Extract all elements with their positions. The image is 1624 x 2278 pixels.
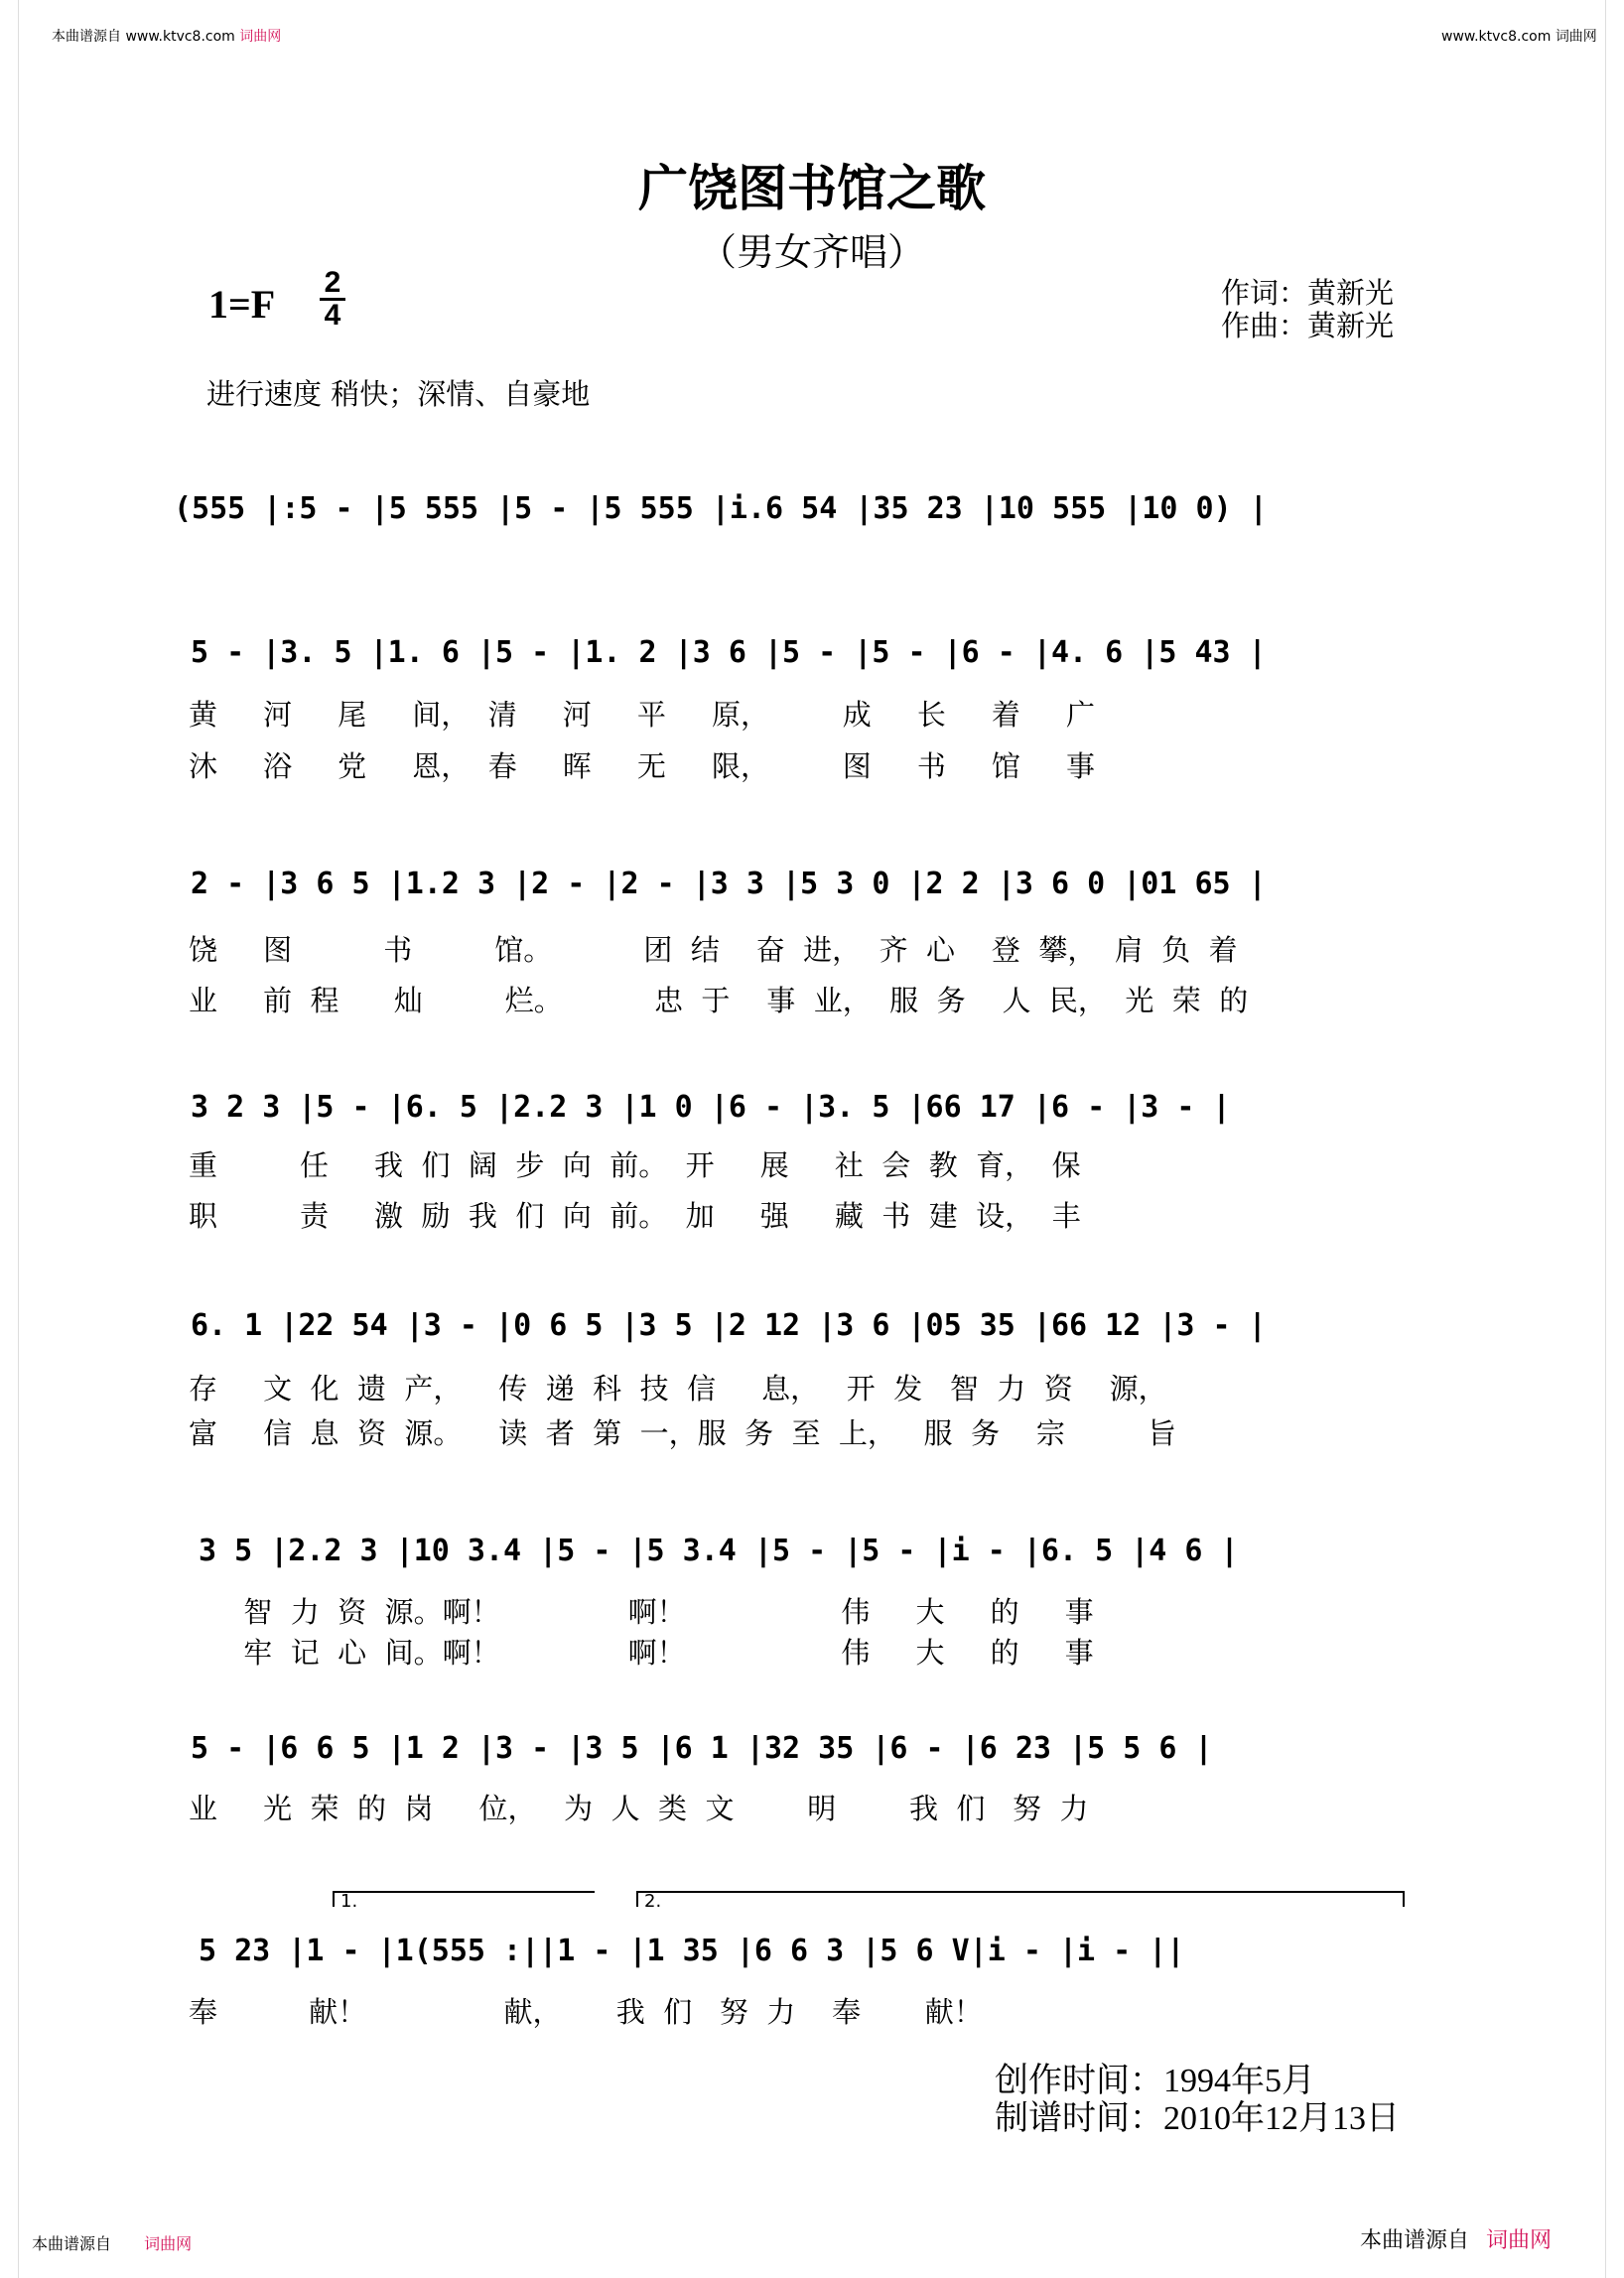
time-signature-bottom: 4 xyxy=(324,299,341,332)
lyric-line-4-verse-2: 职 责 激 励 我 们 向 前。 加 强 藏 书 建 设， 丰 xyxy=(189,1199,1081,1233)
volta-2-bracket xyxy=(636,1891,1405,1912)
score-line-5: 6. 1 |22 54 |3 - |0 6 5 |3 5 |2 12 |3 6 |05 35 |66 12 |3 - | xyxy=(191,1308,1267,1343)
tempo-marking: 进行速度 稍快；深情、自豪地 xyxy=(206,377,591,411)
score-line-3: 2 - |3 6 5 |1.2 3 |2 - |2 - |3 3 |5 3 0 |2 2 |3 6 0 |01 65 | xyxy=(191,867,1267,901)
lyric-line-6-verse-2: 牢 记 心 间。啊！ 啊！ 伟 大 的 事 xyxy=(189,1636,1094,1670)
header-source-left xyxy=(52,26,281,46)
lyric-line-6-verse-1: 智 力 资 源。啊！ 啊！ 伟 大 的 事 xyxy=(189,1595,1094,1629)
composer-credit: 作曲：黄新光 xyxy=(1221,309,1395,342)
creation-date: 创作时间：1994年5月 xyxy=(995,2063,1315,2099)
volta-1-label: 1. xyxy=(340,1891,358,1912)
lyric-line-8-verse-1: 奉 献！ 献， 我 们 努 力 奉 献！ xyxy=(189,1995,983,2029)
footer-source-right xyxy=(1360,2223,1552,2254)
score-line-4: 3 2 3 |5 - |6. 5 |2.2 3 |1 0 |6 - |3. 5 |66 17 |6 - |3 - | xyxy=(191,1090,1231,1125)
header-left-site[interactable]: 词曲网 xyxy=(239,29,282,45)
lyric-line-4-verse-1: 重 任 我 们 阔 步 向 前。 开 展 社 会 教 育， 保 xyxy=(189,1148,1081,1182)
time-signature-top: 2 xyxy=(324,266,341,299)
lyric-line-5-verse-1: 存 文 化 遗 产， 传 递 科 技 信 息， 开 发 智 力 资 源， xyxy=(189,1372,1167,1406)
lyric-line-5-verse-2: 富 信 息 资 源。 读 者 第 一，服 务 至 上， 服 务 宗 旨 xyxy=(189,1416,1176,1450)
footer-left-site[interactable]: 词曲网 xyxy=(144,2234,193,2253)
lyric-line-3-verse-1: 饶 图 书 馆。 团 结 奋 进， 齐 心 登 攀， 肩 负 着 xyxy=(189,933,1238,967)
lyric-line-3-verse-2: 业 前 程 灿 烂。 忠 于 事 业， 服 务 人 民， 光 荣 的 xyxy=(189,984,1249,1017)
lyricist-credit: 作词：黄新光 xyxy=(1221,276,1395,310)
score-line-6: 3 5 |2.2 3 |10 3.4 |5 - |5 3.4 |5 - |5 - |i - |6. 5 |4 6 | xyxy=(199,1534,1239,1568)
song-subtitle: （男女齐唱） xyxy=(698,230,925,274)
time-signature xyxy=(318,268,347,331)
song-title: 广饶图书馆之歌 xyxy=(638,160,986,217)
typeset-date: 制谱时间：2010年12月13日 xyxy=(995,2100,1400,2137)
volta-1-bracket xyxy=(333,1891,595,1912)
left-watermark-strip xyxy=(0,0,19,2278)
lyric-line-2-verse-2: 沐 浴 党 恩， 春 晖 无 限， 图 书 馆 事 xyxy=(189,749,1096,783)
header-source-right xyxy=(1441,26,1597,46)
lyric-line-7-verse-1: 业 光 荣 的 岗 位， 为 人 类 文 明 我 们 努 力 xyxy=(189,1792,1089,1825)
score-line-8: 5 23 |1 - |1(555 :||1 - |1 35 |6 6 3 |5 6 V|i - |i - || xyxy=(199,1934,1185,1968)
header-left-label: 本曲谱源自 xyxy=(52,29,121,45)
header-right-site[interactable]: 词曲网 xyxy=(1555,29,1597,45)
volta-2-label: 2. xyxy=(644,1891,662,1912)
score-line-7: 5 - |6 6 5 |1 2 |3 - |3 5 |6 1 |32 35 |6 - |6 23 |5 5 6 | xyxy=(191,1731,1213,1766)
lyric-line-2-verse-1: 黄 河 尾 间， 清 河 平 原， 成 长 着 广 xyxy=(189,698,1096,732)
score-line-2: 5 - |3. 5 |1. 6 |5 - |1. 2 |3 6 |5 - |5 - |6 - |4. 6 |5 43 | xyxy=(191,635,1267,670)
footer-right-label: 本曲谱源自 xyxy=(1360,2228,1470,2253)
footer-right-site[interactable]: 词曲网 xyxy=(1486,2228,1553,2253)
header-left-url[interactable]: www.ktvc8.com xyxy=(125,29,235,45)
key-signature: 1=F xyxy=(208,282,276,327)
header-right-url[interactable]: www.ktvc8.com xyxy=(1441,29,1552,45)
footer-left-label: 本曲谱源自 xyxy=(32,2234,112,2253)
right-watermark-strip xyxy=(1605,0,1624,2278)
score-line-1: (555 |:5 - |5 555 |5 - |5 555 |i.6 54 |35 23 |10 555 |10 0) | xyxy=(174,491,1268,526)
footer-source-left xyxy=(32,2231,192,2254)
